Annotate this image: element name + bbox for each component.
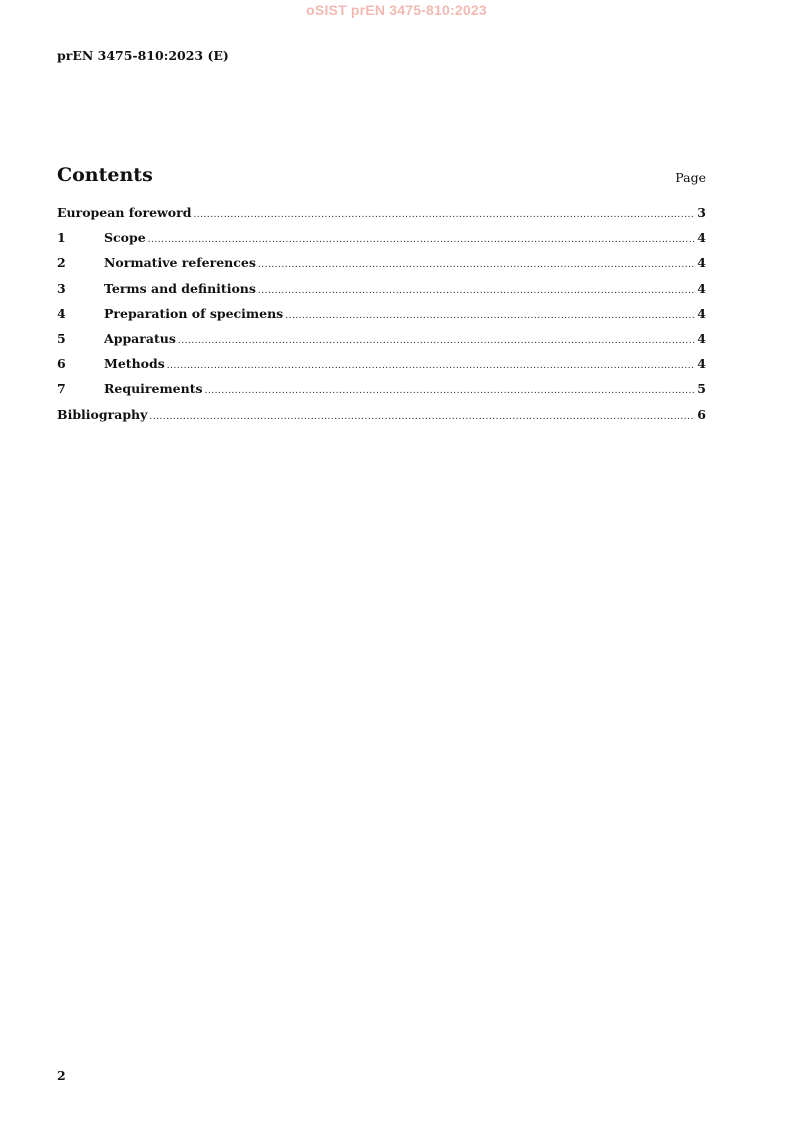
page-column-label: Page [675, 170, 706, 185]
toc-entry-page: 6 [697, 406, 706, 422]
toc-dot-leader [193, 210, 694, 220]
watermark: oSIST prEN 3475-810:2023 [306, 2, 487, 18]
toc-entry-title: Normative references [104, 255, 256, 271]
contents-title: Contents [57, 164, 153, 186]
toc-dot-leader [167, 361, 695, 371]
toc-dot-leader [205, 386, 695, 396]
toc-dot-leader [258, 286, 694, 296]
toc-entry-page: 4 [697, 356, 706, 372]
table-of-contents [57, 205, 706, 432]
toc-dot-leader [148, 235, 695, 245]
toc-entry-european-foreword[interactable] [57, 205, 706, 230]
toc-entry-number: 1 [57, 230, 66, 246]
toc-entry-terms-and-definitions[interactable] [57, 281, 706, 306]
toc-entry-page: 4 [697, 305, 706, 321]
toc-entry-number: 4 [57, 305, 66, 321]
toc-entry-page: 3 [697, 205, 706, 220]
toc-entry-page: 5 [697, 381, 706, 397]
toc-entry-page: 4 [697, 230, 706, 246]
toc-entry-title: European foreword [57, 205, 192, 220]
toc-entry-title: Terms and definitions [104, 280, 256, 296]
toc-entry-title: Requirements [104, 381, 203, 397]
toc-entry-normative-references[interactable] [57, 255, 706, 280]
toc-entry-number: 6 [57, 356, 66, 372]
toc-entry-methods[interactable] [57, 356, 706, 381]
toc-dot-leader [258, 260, 694, 270]
toc-dot-leader [285, 311, 694, 321]
toc-entry-page: 4 [697, 330, 706, 346]
toc-entry-preparation-of-specimens[interactable] [57, 306, 706, 331]
toc-dot-leader [178, 336, 694, 346]
toc-entry-title: Scope [104, 230, 146, 246]
contents-header [57, 162, 706, 190]
toc-entry-number: 5 [57, 330, 66, 346]
document-identifier: prEN 3475-810:2023 (E) [57, 48, 229, 63]
toc-entry-page: 4 [697, 255, 706, 271]
toc-entry-title: Apparatus [104, 330, 176, 346]
toc-entry-number: 7 [57, 381, 66, 397]
toc-entry-title: Bibliography [57, 406, 148, 422]
toc-dot-leader [149, 412, 694, 422]
toc-entry-number: 3 [57, 280, 66, 296]
toc-entry-title: Preparation of specimens [104, 305, 284, 321]
toc-entry-page: 4 [697, 280, 706, 296]
toc-entry-bibliography[interactable] [57, 407, 706, 432]
page-number: 2 [57, 1068, 66, 1083]
toc-entry-requirements[interactable] [57, 381, 706, 406]
toc-entry-title: Methods [104, 356, 165, 372]
toc-entry-scope[interactable] [57, 230, 706, 255]
toc-entry-number: 2 [57, 255, 66, 271]
toc-entry-apparatus[interactable] [57, 331, 706, 356]
